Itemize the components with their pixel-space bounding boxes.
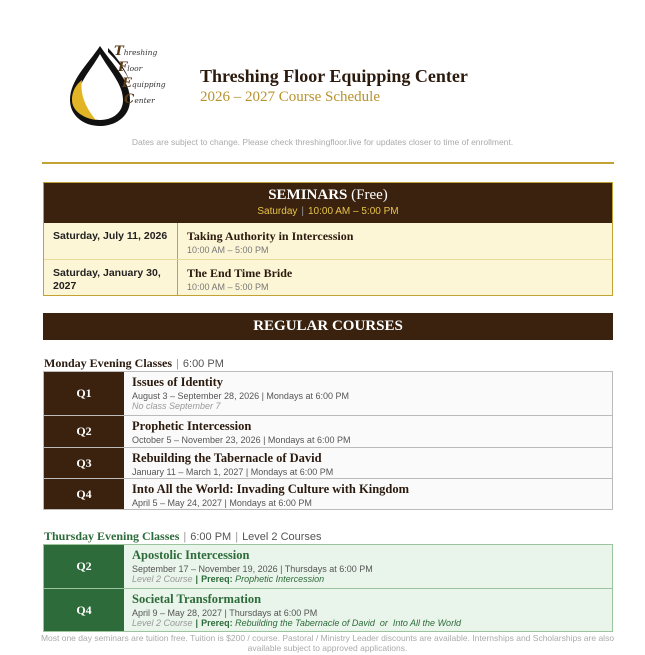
course-prereq: Level 2 Course | Prereq: Prophetic Intercession xyxy=(132,574,325,584)
course-name: Societal Transformation xyxy=(132,592,262,606)
logo-word-4: Center xyxy=(124,92,155,107)
seminar-hours: 10:00 AM – 5:00 PM xyxy=(187,282,269,292)
seminar-name: Taking Authority in Intercession xyxy=(187,229,354,243)
header xyxy=(0,0,645,130)
table-row xyxy=(44,447,612,478)
course-note: No class September 7 xyxy=(132,401,221,411)
logo xyxy=(66,42,178,128)
page-subtitle: 2026 – 2027 Course Schedule xyxy=(200,89,380,105)
course-dates: April 9 – May 28, 2027 | Thursdays at 6:00 PM xyxy=(132,608,318,618)
quarter-cell: Q3 xyxy=(44,448,124,478)
seminar-row xyxy=(44,259,612,295)
seminar-date: Saturday, July 11, 2026 xyxy=(44,223,178,259)
table-row xyxy=(44,478,612,509)
disclaimer: Dates are subject to change. Please check threshingfloor.live for updates closer to time of enrollment. xyxy=(131,137,514,147)
seminars-time: Saturday | 10:00 AM – 5:00 PM xyxy=(257,206,399,217)
thursday-table xyxy=(43,544,613,632)
table-row xyxy=(44,545,612,588)
footer-note: Most one day seminars are tuition free. Tuition is $200 / course. Pastoral / Ministry Leader discounts are available. Internships and Scholarships are also available subject to approved applications. xyxy=(40,633,615,653)
seminar-name: The End Time Bride xyxy=(187,266,293,280)
quarter-cell: Q2 xyxy=(44,416,124,447)
course-name: Rebuilding the Tabernacle of David xyxy=(132,451,322,465)
divider xyxy=(42,162,614,164)
seminars-section xyxy=(43,182,613,296)
table-row xyxy=(44,372,612,415)
regular-courses-banner: REGULAR COURSES xyxy=(43,313,613,340)
course-name: Apostolic Intercession xyxy=(132,548,250,562)
course-name: Into All the World: Invading Culture with Kingdom xyxy=(132,482,410,496)
seminar-date: Saturday, January 30, 2027 xyxy=(44,260,178,295)
course-prereq: Level 2 Course | Prereq: Rebuilding the Tabernacle of David or Into All the World xyxy=(132,618,462,628)
course-dates: January 11 – March 1, 2027 | Mondays at 6:00 PM xyxy=(132,467,334,477)
quarter-cell: Q4 xyxy=(44,479,124,509)
logo-word-2: Floor xyxy=(118,60,143,75)
table-row xyxy=(44,588,612,631)
course-dates: September 17 – November 19, 2026 | Thursdays at 6:00 PM xyxy=(132,564,373,574)
seminar-hours: 10:00 AM – 5:00 PM xyxy=(187,245,269,255)
table-row xyxy=(44,415,612,447)
quarter-cell: Q2 xyxy=(44,545,124,588)
seminars-title: SEMINARS (Free) xyxy=(268,187,388,203)
course-dates: October 5 – November 23, 2026 | Mondays at 6:00 PM xyxy=(132,435,351,445)
monday-table xyxy=(43,371,613,510)
course-name: Issues of Identity xyxy=(132,375,223,389)
page-title: Threshing Floor Equipping Center xyxy=(200,66,468,86)
logo-word-1: Threshing xyxy=(114,44,158,59)
quarter-cell: Q1 xyxy=(44,372,124,415)
seminar-row xyxy=(44,223,612,259)
thursday-label: Thursday Evening Classes | 6:00 PM | Level 2 Courses xyxy=(44,529,322,543)
seminars-header xyxy=(44,183,612,223)
course-dates: April 5 – May 24, 2027 | Mondays at 6:00 PM xyxy=(132,498,312,508)
title-block xyxy=(200,66,468,106)
logo-word-3: Equipping xyxy=(122,76,166,91)
course-name: Prophetic Intercession xyxy=(132,419,252,433)
course-dates: August 3 – September 28, 2026 | Mondays at 6:00 PM xyxy=(132,391,349,401)
monday-label: Monday Evening Classes | 6:00 PM xyxy=(44,356,224,370)
quarter-cell: Q4 xyxy=(44,589,124,631)
